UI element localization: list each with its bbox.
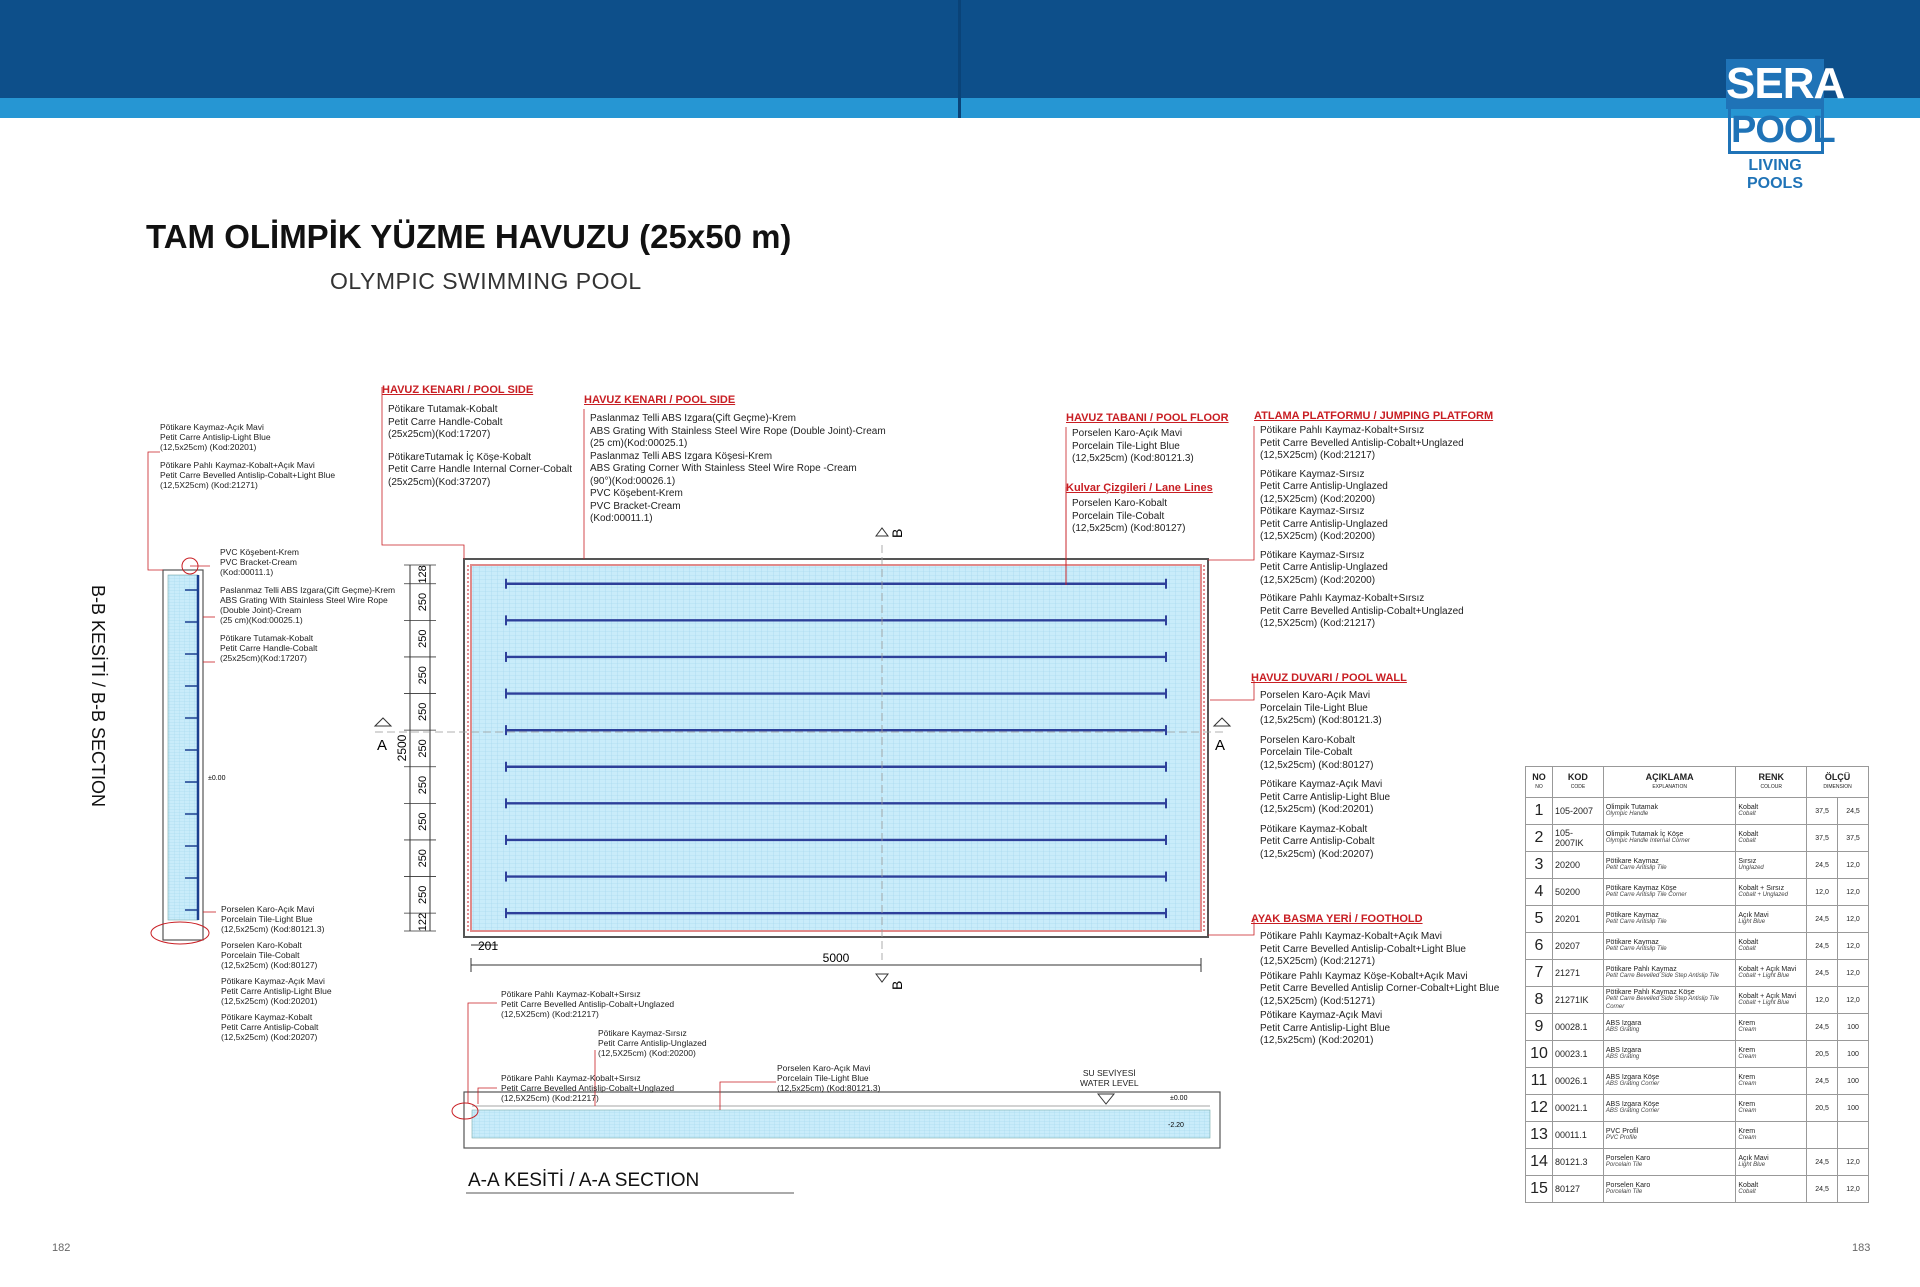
cell-no: 3 <box>1526 852 1553 879</box>
lane-dimension-label: 122 <box>417 912 429 932</box>
cell-olcu-2: 12,0 <box>1838 906 1869 933</box>
cell-olcu-2: 12,0 <box>1838 960 1869 987</box>
aa-level-top: ±0.00 <box>1170 1095 1188 1102</box>
spec-table-row <box>1526 1014 1869 1041</box>
lane-dimension-label: 250 <box>417 739 429 758</box>
cell-no: 12 <box>1526 1095 1553 1122</box>
aa-label-3: Pötikare Pahlı Kaymaz-Kobalt+Sırsız Petit Carre Bevelled Antislip-Cobalt+Unglazed (12,5X25cm) (Kod:21217) <box>501 1073 675 1103</box>
cell-renk: Kobalt Cobalt <box>1736 798 1807 825</box>
foothold-lines: Pötikare Pahlı Kaymaz-Kobalt+Açık Mavi Petit Carre Bevelled Antislip-Cobalt+Light Blue (12,5X25cm) (Kod:21271) Pötikare Pahlı Kaymaz Köşe-Kobalt+Açık Mavi Petit Carre Bevelled Antislip Corner-Cobalt+Light Blue (12,5X25cm) (Kod:51271) Pötikare Kaymaz-Açık Mavi Petit Carre Antislip-Light Blue (12,5x25cm) (Kod:20201) <box>1260 931 1500 1046</box>
spec-table-row <box>1526 1176 1869 1203</box>
jumping-platform-heading: ATLAMA PLATFORMU / JUMPING PLATFORM <box>1254 410 1494 422</box>
page-title: TAM OLİMPİK YÜZME HAVUZU (25x50 m) <box>146 218 792 255</box>
cell-renk: Krem Cream <box>1736 1014 1807 1041</box>
cell-no: 15 <box>1526 1176 1553 1203</box>
th-olcu: ÖLÇÜ DIMENSION <box>1807 767 1869 798</box>
cell-renk: Krem Cream <box>1736 1068 1807 1095</box>
jumping-platform-lines: Pötikare Pahlı Kaymaz-Kobalt+Sırsız Petit Carre Bevelled Antislip-Cobalt+Unglazed (12,5X25cm) (Kod:21217) Pötikare Kaymaz-Sırsız Petit Carre Antislip-Unglazed (12,5X25cm) (Kod:20200) Pötikare Kaymaz-Sırsız Petit Carre Antislip-Unglazed (12,5X25cm) (Kod:20200) Pötikare Kaymaz-Sırsız Petit Carre Antislip-Unglazed (12,5X25cm) (Kod:20200) Pötikare Pahlı Kaymaz-Kobalt+Sırsız Petit Carre Bevelled Antislip-Cobalt+Unglazed (12,5X25cm) (Kod:21217) <box>1260 425 1464 629</box>
cell-no: 5 <box>1526 906 1553 933</box>
cell-renk: Kobalt Cobalt <box>1736 825 1807 852</box>
cell-renk: Kobalt Cobalt <box>1736 1176 1807 1203</box>
cell-olcu-2: 24,5 <box>1838 798 1869 825</box>
cell-aciklama: Pötikare Pahlı Kaymaz Köşe Petit Carre Bevelled Side Step Antislip Tile Corner <box>1603 987 1736 1014</box>
cell-kod: 00011.1 <box>1552 1122 1603 1149</box>
cell-olcu-2: 100 <box>1838 1095 1869 1122</box>
pool-side-1-heading: HAVUZ KENARI / POOL SIDE <box>382 384 534 396</box>
cell-kod: 80127 <box>1552 1176 1603 1203</box>
cell-renk: Krem Cream <box>1736 1122 1807 1149</box>
cell-kod: 21271IK <box>1552 987 1603 1014</box>
cell-no: 13 <box>1526 1122 1553 1149</box>
cell-aciklama: Pötikare Kaymaz Petit Carre Antislip Tile <box>1603 906 1736 933</box>
lane-dimension-label: 250 <box>417 775 429 795</box>
spec-table-row <box>1526 960 1869 987</box>
page-subtitle: OLYMPIC SWIMMING POOL <box>330 268 642 294</box>
cell-kod: 105-2007 <box>1552 798 1603 825</box>
spec-table <box>1525 766 1869 1203</box>
pool-wall-lines: Porselen Karo-Açık Mavi Porcelain Tile-Light Blue (12,5x25cm) (Kod:80121.3) Porselen Karo-Kobalt Porcelain Tile-Cobalt (12,5x25cm) (Kod:80127) Pötikare Kaymaz-Açık Mavi Petit Carre Antislip-Light Blue (12,5x25cm) (Kod:20201) Pötikare Kaymaz-Kobalt Petit Carre Antislip-Cobalt (12,5x25cm) (Kod:20207) <box>1260 690 1391 860</box>
svg-text:B: B <box>889 980 905 990</box>
cell-olcu-1: 24,5 <box>1807 852 1838 879</box>
lane-lines-heading: Kulvar Çizgileri / Lane Lines <box>1066 482 1213 494</box>
th-renk: RENK COLOUR <box>1736 767 1807 798</box>
cell-renk: Kobalt + Açık Mavi Cobalt + Light Blue <box>1736 987 1807 1014</box>
cell-renk: Kobalt + Sırsız Cobalt + Unglazed <box>1736 879 1807 906</box>
pool-floor-lines: Porselen Karo-Açık Mavi Porcelain Tile-Light Blue (12,5x25cm) (Kod:80121.3) <box>1072 428 1194 464</box>
cell-aciklama: Pötikare Kaymaz Petit Carre Antislip Tile <box>1603 852 1736 879</box>
svg-text:A: A <box>1215 737 1226 754</box>
lane-dimension-label: 250 <box>417 849 429 868</box>
pool-side-2-heading: HAVUZ KENARI / POOL SIDE <box>584 394 736 406</box>
lane-dimension-label: 250 <box>417 812 429 831</box>
logo-pool-text: POOL <box>1728 109 1824 154</box>
cell-olcu-2 <box>1838 1122 1869 1149</box>
page-number-left: 182 <box>52 1242 71 1254</box>
lane-dimension-label: 250 <box>417 702 429 722</box>
cell-olcu-2: 37,5 <box>1838 825 1869 852</box>
cell-renk: Açık Mavi Light Blue <box>1736 906 1807 933</box>
lane-dimension-label: 250 <box>417 885 429 905</box>
cell-olcu-1: 24,5 <box>1807 1176 1838 1203</box>
spec-table-row <box>1526 1122 1869 1149</box>
cell-renk: Krem Cream <box>1736 1041 1807 1068</box>
cell-kod: 00026.1 <box>1552 1068 1603 1095</box>
cell-kod: 20207 <box>1552 933 1603 960</box>
cell-aciklama: Olimpik Tutamak İç Köşe Olympic Handle Internal Corner <box>1603 825 1736 852</box>
bb-bottom-lines: Porselen Karo-Açık Mavi Porcelain Tile-Light Blue (12,5x25cm) (Kod:80121.3) Porselen Karo-Kobalt Porcelain Tile-Cobalt (12,5x25cm) (Kod:80127) Pötikare Kaymaz-Açık Mavi Petit Carre Antislip-Light Blue (12,5x25cm) (Kod:20201) Pötikare Kaymaz-Kobalt Petit Carre Antislip-Cobalt (12,5x25cm) (Kod:20207) <box>221 904 332 1042</box>
pool-side-2-lines: Paslanmaz Telli ABS Izgara(Çift Geçme)-Krem ABS Grating With Stainless Steel Wire Rope (Double Joint)-Cream (25 cm)(Kod:00025.1) Paslanmaz Telli ABS Izgara Köşesi-Krem ABS Grating Corner With Stainless Steel Wire Rope -Cream (90°)(Kod:00026.1) PVC Köşebent-Krem PVC Bracket-Cream (Kod:00011.1) <box>590 413 886 524</box>
lane-lines-lines: Porselen Karo-Kobalt Porcelain Tile-Cobalt (12,5x25cm) (Kod:80127) <box>1072 498 1186 534</box>
spec-table-row <box>1526 1041 1869 1068</box>
cell-olcu-1: 24,5 <box>1807 1068 1838 1095</box>
lane-dimension-label: 128 <box>417 565 429 584</box>
bb-section <box>148 452 226 944</box>
water-level-label: SU SEVİYESİ WATER LEVEL <box>1080 1068 1139 1088</box>
cell-aciklama: PVC Profil PVC Profile <box>1603 1122 1736 1149</box>
cell-olcu-1: 20,5 <box>1807 1041 1838 1068</box>
aa-section-title: A-A KESİTİ / A-A SECTION <box>468 1170 700 1191</box>
cell-no: 8 <box>1526 987 1553 1014</box>
cell-kod: 21271 <box>1552 960 1603 987</box>
th-kod: KOD CODE <box>1552 767 1603 798</box>
cell-olcu-2: 12,0 <box>1838 1176 1869 1203</box>
th-no: NO NO <box>1526 767 1553 798</box>
section-marker-b-bottom <box>876 974 905 990</box>
cell-olcu-1: 24,5 <box>1807 933 1838 960</box>
cell-renk: Kobalt Cobalt <box>1736 933 1807 960</box>
spec-table-row <box>1526 933 1869 960</box>
pool-side-1-lines: Pötikare Tutamak-Kobalt Petit Carre Handle-Cobalt (25x25cm)(Kod:17207) PötikareTutamak İç Köşe-Kobalt Petit Carre Handle Internal Corner-Cobalt (25x25cm)(Kod:37207) <box>388 404 572 488</box>
pool-wall-heading: HAVUZ DUVARI / POOL WALL <box>1251 672 1407 684</box>
cell-olcu-2: 100 <box>1838 1014 1869 1041</box>
cell-renk: Kobalt + Açık Mavi Cobalt + Light Blue <box>1736 960 1807 987</box>
aa-label-4: Porselen Karo-Açık Mavi Porcelain Tile-Light Blue (12,5x25cm) (Kod:80121.3) <box>777 1063 881 1093</box>
cell-olcu-2: 100 <box>1838 1041 1869 1068</box>
section-marker-a-right <box>1214 718 1230 754</box>
cell-no: 14 <box>1526 1149 1553 1176</box>
width-dimension <box>471 939 1201 972</box>
cell-olcu-1: 24,5 <box>1807 906 1838 933</box>
cell-aciklama: ABS Izgara ABS Grating <box>1603 1041 1736 1068</box>
foothold-heading: AYAK BASMA YERİ / FOOTHOLD <box>1251 913 1423 925</box>
cell-aciklama: ABS Izgara Köşe ABS Grating Corner <box>1603 1095 1736 1122</box>
cell-olcu-1: 20,5 <box>1807 1095 1838 1122</box>
corner-dimension-label: 201 <box>477 939 499 953</box>
cell-no: 10 <box>1526 1041 1553 1068</box>
cell-kod: 00023.1 <box>1552 1041 1603 1068</box>
spec-table-row <box>1526 825 1869 852</box>
cell-aciklama: Pötikare Kaymaz Köşe Petit Carre Antislip Tile Corner <box>1603 879 1736 906</box>
cell-aciklama: Porselen Karo Porcelain Tile <box>1603 1149 1736 1176</box>
cell-no: 11 <box>1526 1068 1553 1095</box>
cell-olcu-1 <box>1807 1122 1838 1149</box>
spec-table-row <box>1526 1095 1869 1122</box>
cell-olcu-2: 100 <box>1838 1068 1869 1095</box>
cell-renk: Sırsız Unglazed <box>1736 852 1807 879</box>
cell-aciklama: Pötikare Kaymaz Petit Carre Antislip Tile <box>1603 933 1736 960</box>
cell-aciklama: ABS Izgara ABS Grating <box>1603 1014 1736 1041</box>
depth-dimension-label: 2500 <box>395 734 409 762</box>
spec-table-row <box>1526 906 1869 933</box>
cell-kod: 20200 <box>1552 852 1603 879</box>
cell-aciklama: Pötikare Pahlı Kaymaz Petit Carre Bevelled Side Step Antislip Tile <box>1603 960 1736 987</box>
cell-no: 9 <box>1526 1014 1553 1041</box>
spec-table-row <box>1526 987 1869 1014</box>
cell-olcu-1: 37,5 <box>1807 825 1838 852</box>
cell-aciklama: Olimpik Tutamak Olympic Handle <box>1603 798 1736 825</box>
cell-renk: Krem Cream <box>1736 1095 1807 1122</box>
spec-table-row <box>1526 1068 1869 1095</box>
depth-dimension-chain <box>395 565 436 931</box>
bb-top-lines: Pötikare Kaymaz-Açık Mavi Petit Carre Antislip-Light Blue (12,5x25cm) (Kod:20201) Pötikare Pahlı Kaymaz-Kobalt+Açık Mavi Petit Carre Bevelled Antislip-Cobalt+Light Blue (12,5X25cm) (Kod:21271) <box>160 422 336 490</box>
spec-table-row <box>1526 1149 1869 1176</box>
logo-tagline: LIVING POOLS <box>1746 157 1803 192</box>
aa-level-bottom: -2.20 <box>1168 1122 1184 1129</box>
cell-no: 7 <box>1526 960 1553 987</box>
cell-olcu-2: 12,0 <box>1838 879 1869 906</box>
width-dimension-label: 5000 <box>822 951 850 965</box>
cell-olcu-2: 12,0 <box>1838 987 1869 1014</box>
spec-table-row <box>1526 798 1869 825</box>
cell-olcu-2: 12,0 <box>1838 933 1869 960</box>
cell-renk: Açık Mavi Light Blue <box>1736 1149 1807 1176</box>
cell-olcu-2: 12,0 <box>1838 852 1869 879</box>
bb-section-title: B-B KESİTİ / B-B SECTION <box>88 585 108 808</box>
lane-dimension-label: 250 <box>417 629 429 648</box>
cell-olcu-2: 12,0 <box>1838 1149 1869 1176</box>
spec-table-row <box>1526 852 1869 879</box>
cell-olcu-1: 12,0 <box>1807 879 1838 906</box>
svg-text:B: B <box>889 528 905 538</box>
svg-text:A: A <box>377 737 388 754</box>
cell-no: 1 <box>1526 798 1553 825</box>
cell-aciklama: ABS Izgara Köşe ABS Grating Corner <box>1603 1068 1736 1095</box>
cell-kod: 00028.1 <box>1552 1014 1603 1041</box>
page-number-right: 183 <box>1852 1242 1871 1254</box>
th-aciklama: AÇIKLAMA EXPLANATION <box>1603 767 1736 798</box>
logo-sera-text: SERA <box>1726 59 1845 108</box>
cell-kod: 80121.3 <box>1552 1149 1603 1176</box>
cell-olcu-1: 24,5 <box>1807 1149 1838 1176</box>
cell-kod: 20201 <box>1552 906 1603 933</box>
bb-level-mark: ±0.00 <box>208 775 226 782</box>
aa-label-1: Pötikare Pahlı Kaymaz-Kobalt+Sırsız Petit Carre Bevelled Antislip-Cobalt+Unglazed (12,5X25cm) (Kod:21217) <box>501 989 675 1019</box>
cell-olcu-1: 12,0 <box>1807 987 1838 1014</box>
bb-mid-lines: PVC Köşebent-Krem PVC Bracket-Cream (Kod:00011.1) Paslanmaz Telli ABS Izgara(Çift Geçme)-Krem ABS Grating With Stainless Steel Wire Rope (Double Joint)-Cream (25 cm)(Kod:00025.1) Pötikare Tutamak-Kobalt Petit Carre Handle-Cobalt (25x25cm)(Kod:17207) <box>220 547 396 663</box>
cell-aciklama: Porselen Karo Porcelain Tile <box>1603 1176 1736 1203</box>
cell-kod: 50200 <box>1552 879 1603 906</box>
pool-floor-heading: HAVUZ TABANI / POOL FLOOR <box>1066 412 1229 424</box>
cell-no: 6 <box>1526 933 1553 960</box>
cell-no: 2 <box>1526 825 1553 852</box>
pool-plan <box>464 559 1208 937</box>
cell-olcu-1: 24,5 <box>1807 1014 1838 1041</box>
cell-kod: 105-2007IK <box>1552 825 1603 852</box>
lane-dimension-label: 250 <box>417 592 429 612</box>
lane-dimension-label: 250 <box>417 666 429 685</box>
cell-no: 4 <box>1526 879 1553 906</box>
aa-label-2: Pötikare Kaymaz-Sırsız Petit Carre Antislip-Unglazed (12,5X25cm) (Kod:20200) <box>598 1028 707 1058</box>
spec-table-row <box>1526 879 1869 906</box>
cell-olcu-1: 24,5 <box>1807 960 1838 987</box>
cell-olcu-1: 37,5 <box>1807 798 1838 825</box>
cell-kod: 00021.1 <box>1552 1095 1603 1122</box>
